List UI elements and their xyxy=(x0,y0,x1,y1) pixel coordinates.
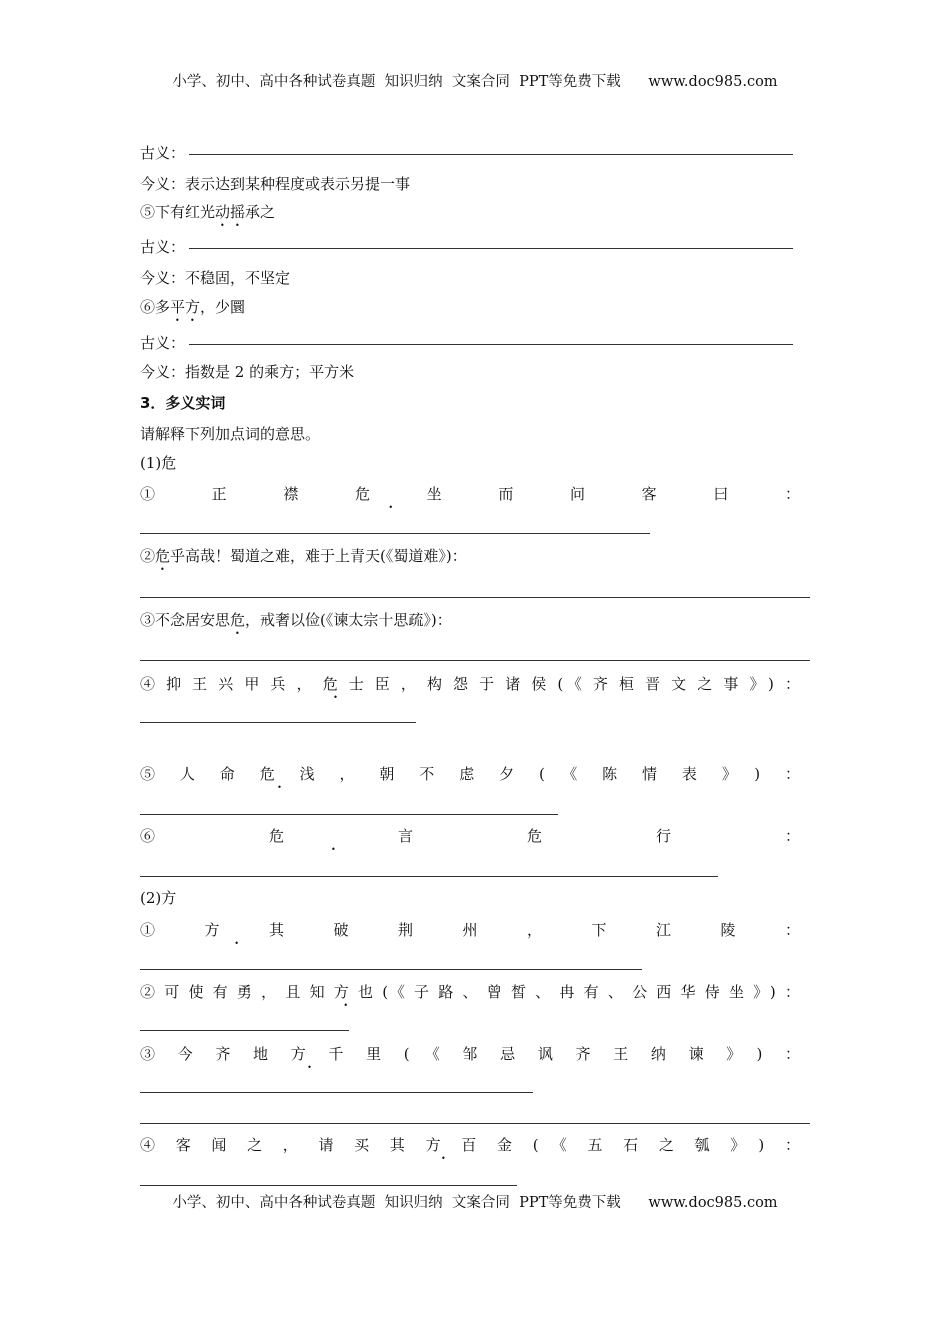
text-segment: 古义： xyxy=(140,144,186,162)
emphasized-word: 危 xyxy=(155,547,171,565)
answer-blank[interactable] xyxy=(189,154,793,155)
text-line xyxy=(140,982,800,1010)
answer-blank-line[interactable] xyxy=(140,876,718,877)
text-line xyxy=(140,453,176,473)
answer-prompt xyxy=(140,237,793,257)
text-segment: ① xyxy=(140,921,205,939)
text-segment: 请解释下列加点词的意思。 xyxy=(140,425,321,443)
text-segment: ⑤人命 xyxy=(140,765,260,783)
text-segment: 今义：不稳固，不坚定 xyxy=(140,269,291,287)
text-line xyxy=(140,202,275,230)
text-line xyxy=(140,546,467,574)
text-line xyxy=(140,393,225,413)
text-line xyxy=(140,297,245,325)
text-segment: 古义： xyxy=(140,334,186,352)
text-segment: ⑥ xyxy=(140,827,269,845)
emphasized-word: 动摇 xyxy=(215,203,246,221)
text-segment: ①正襟 xyxy=(140,485,355,503)
answer-prompt xyxy=(140,143,793,163)
answer-blank-line[interactable] xyxy=(140,722,416,723)
text-segment: (2)方 xyxy=(140,889,177,907)
emphasized-word: 危 xyxy=(230,611,246,629)
emphasized-word: 方 xyxy=(290,1045,329,1063)
text-line xyxy=(140,1135,800,1163)
answer-blank-line[interactable] xyxy=(140,660,810,661)
text-segment: 今义：指数是 2 的乘方；平方米 xyxy=(140,363,355,381)
text-line xyxy=(140,424,320,444)
text-line xyxy=(140,268,290,288)
answer-blank-line[interactable] xyxy=(140,969,642,970)
text-line xyxy=(140,484,800,512)
text-segment: (1)危 xyxy=(140,454,177,472)
text-segment: 乎高哉！蜀道之难，难于上青天(《蜀道难》)： xyxy=(170,547,467,565)
text-segment: 千里(《邹忌讽齐王纳谏》)： xyxy=(328,1045,800,1063)
text-segment: 承之 xyxy=(245,203,276,221)
page-footer: 小学、初中、高中各种试卷真题 知识归纳 文案合同 PPT等免费下载 www.doc985.com xyxy=(172,1195,778,1211)
answer-blank-line[interactable] xyxy=(140,1092,533,1093)
text-segment: ⑤下有红光 xyxy=(140,203,216,221)
text-segment: 其破荆州，下江陵： xyxy=(269,921,800,939)
page-header: 小学、初中、高中各种试卷真题 知识归纳 文案合同 PPT等免费下载 www.doc985.com xyxy=(172,74,778,90)
text-line xyxy=(140,1044,800,1072)
emphasized-word: 方 xyxy=(425,1136,462,1154)
answer-blank[interactable] xyxy=(189,344,793,345)
text-segment: ② xyxy=(140,547,156,565)
text-segment: ③今齐地 xyxy=(140,1045,291,1063)
emphasized-word: 危 xyxy=(322,675,349,693)
text-segment: 3．多义实词 xyxy=(140,394,226,412)
answer-blank-line[interactable] xyxy=(140,814,558,815)
answer-blank-line[interactable] xyxy=(140,597,810,598)
answer-blank-line[interactable] xyxy=(140,1123,810,1124)
text-segment: 也(《子路、曾皙、冉有、公西华侍坐》)： xyxy=(358,983,800,1001)
text-line xyxy=(140,174,410,194)
text-segment: 古义： xyxy=(140,238,186,256)
text-line xyxy=(140,826,800,854)
answer-blank-line[interactable] xyxy=(140,1185,517,1186)
emphasized-word: 平方 xyxy=(170,298,201,316)
text-line xyxy=(140,764,800,792)
text-line xyxy=(140,362,354,382)
text-segment: 言危行： xyxy=(398,827,800,845)
text-line xyxy=(140,674,800,702)
text-segment: ④客闻之，请买其 xyxy=(140,1136,426,1154)
answer-blank[interactable] xyxy=(189,248,793,249)
emphasized-word: 方 xyxy=(204,921,269,939)
text-segment: ⑥多 xyxy=(140,298,171,316)
emphasized-word: 危 xyxy=(269,827,398,845)
text-line xyxy=(140,610,452,638)
emphasized-word: 危 xyxy=(259,765,300,783)
text-line xyxy=(140,888,176,908)
answer-prompt xyxy=(140,333,793,353)
emphasized-word: 危 xyxy=(355,485,427,503)
text-segment: ③不念居安思 xyxy=(140,611,231,629)
answer-blank-line[interactable] xyxy=(140,1030,349,1031)
text-segment: ④抑王兴甲兵， xyxy=(140,675,323,693)
text-segment: 坐而问客曰： xyxy=(426,485,800,503)
emphasized-word: 方 xyxy=(333,983,359,1001)
text-segment: ②可使有勇，且知 xyxy=(140,983,334,1001)
text-segment: 百金(《五石之瓠》)： xyxy=(461,1136,800,1154)
text-segment: 今义：表示达到某种程度或表示另提一事 xyxy=(140,175,411,193)
text-segment: ，少圜 xyxy=(200,298,246,316)
text-segment: 士臣，构怨于诸侯(《齐桓晋文之事》)： xyxy=(348,675,800,693)
text-segment: 浅，朝不虑夕(《陈情表》)： xyxy=(299,765,800,783)
text-line xyxy=(140,920,800,948)
answer-blank-line[interactable] xyxy=(140,533,650,534)
text-segment: ，戒奢以俭(《谏太宗十思疏》)： xyxy=(245,611,452,629)
